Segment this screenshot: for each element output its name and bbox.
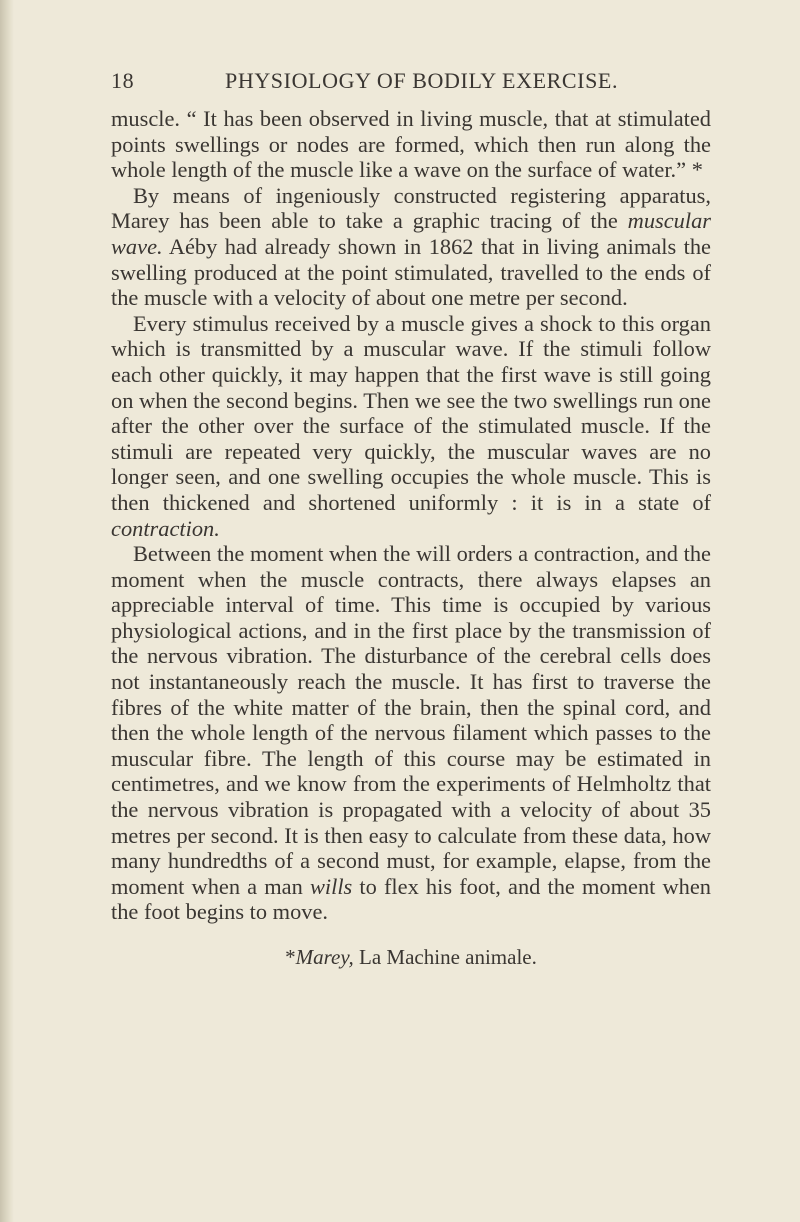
paragraph-1 <box>111 106 711 183</box>
footnote-mark: * <box>285 945 296 969</box>
paragraph-2-italic: muscular wave. <box>111 208 711 259</box>
paragraph-2 <box>111 183 711 311</box>
paragraph-2-text-a: By means of ingeniously constructed registering apparatus, Marey has been able to take a graphic tracing of the <box>111 182 711 234</box>
paragraph-2-text-b: Aéby had already shown in 1862 that in living animals the swelling produced at the point stimulated, travelled to the ends of the muscle with a velocity of about one metre per second. <box>111 233 711 311</box>
paragraph-4 <box>111 541 711 925</box>
footnote-work: La Machine animale. <box>353 945 537 969</box>
running-title: PHYSIOLOGY OF BODILY EXERCISE. <box>225 68 619 93</box>
page-number: 18 <box>111 68 135 93</box>
paragraph-3-text-a: Every stimulus received by a muscle gives a shock to this organ which is transmitted by a muscular wave. If the stimuli follow each other quickly, it may happen that the first wave is still going on when the second begins. Then we see the two swellings run one after the other over the surface of the stimulated muscle. If the stimuli are repeated very quickly, the muscular waves are no longer seen, and one swelling occupies the whole muscle. This is then thickened and shortened uniformly : it is in a state of <box>111 310 711 515</box>
paragraph-1-text: muscle. “ It has been observed in living muscle, that at stimulated points swellings or nodes are formed, which then run along the whole length of the muscle like a wave on the surface of water.” * <box>111 106 711 183</box>
book-page <box>111 68 711 970</box>
paragraph-4-text-a: Between the moment when the will orders a contraction, and the moment when the muscle contracts, there always elapses an appreciable interval of time. This time is occupied by various physiological actions, and in the first place by the transmission of the nervous vibration. The disturbance of the cerebral cells does not instantaneously reach the muscle. It has first to traverse the fibres of the white matter of the brain, then the spinal cord, and then the whole length of the nervous filament which passes to the muscular fibre. The length of this course may be estimated in centimetres, and we know from the experiments of Helmholtz that the nervous vibration is propagated with a velocity of about 35 metres per second. It is then easy to calculate from these data, how many hundredths of a second must, for example, elapse, from the moment when a man <box>111 541 711 899</box>
paragraph-4-text-b: to flex his foot, and the moment when the foot begins to move. <box>111 873 711 925</box>
paragraph-3-italic: contraction. <box>111 515 220 541</box>
running-head <box>111 68 711 102</box>
body-text <box>111 106 711 925</box>
footnote <box>111 945 711 970</box>
paragraph-4-italic: wills <box>309 873 353 899</box>
paragraph-3 <box>111 311 711 541</box>
book-spine-shadow <box>0 0 14 1222</box>
footnote-author: Marey, <box>295 945 354 969</box>
